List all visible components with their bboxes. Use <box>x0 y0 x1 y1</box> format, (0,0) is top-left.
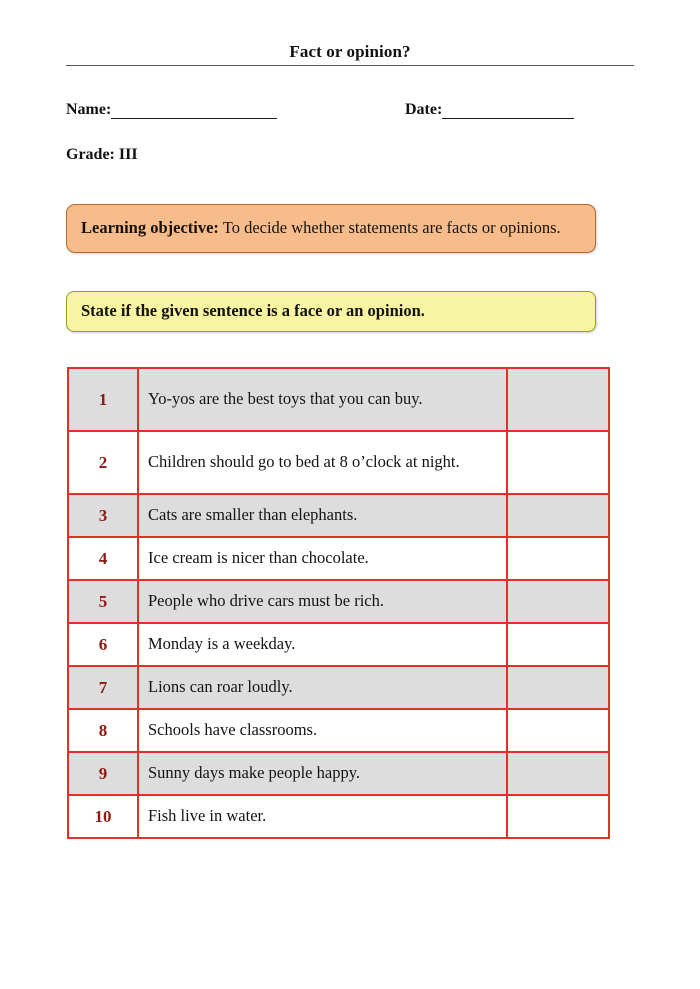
page-title: Fact or opinion? <box>289 42 411 61</box>
table-row <box>68 537 609 580</box>
answer-cell[interactable] <box>507 494 609 537</box>
row-number-cell: 8 <box>68 709 138 752</box>
row-number-cell: 4 <box>68 537 138 580</box>
row-number-cell: 1 <box>68 368 138 431</box>
student-info-row <box>66 100 634 124</box>
table-row <box>68 752 609 795</box>
table-row <box>68 431 609 494</box>
statement-cell: Cats are smaller than elephants. <box>138 494 507 537</box>
statement-cell: Sunny days make people happy. <box>138 752 507 795</box>
statement-cell: Monday is a weekday. <box>138 623 507 666</box>
date-field[interactable] <box>405 100 574 119</box>
answer-cell[interactable] <box>507 666 609 709</box>
row-number-cell: 10 <box>68 795 138 838</box>
name-field[interactable] <box>66 100 277 119</box>
date-label: Date: <box>405 101 443 118</box>
name-label: Name: <box>66 101 112 118</box>
learning-objective-box <box>66 204 596 253</box>
table-row <box>68 666 609 709</box>
statement-cell: Children should go to bed at 8 o’clock at night. <box>138 431 507 494</box>
answer-cell[interactable] <box>507 709 609 752</box>
table-row <box>68 623 609 666</box>
title-divider <box>66 65 634 66</box>
row-number-cell: 7 <box>68 666 138 709</box>
statements-table <box>67 367 610 839</box>
name-input-blank[interactable] <box>111 103 277 119</box>
statement-cell: People who drive cars must be rich. <box>138 580 507 623</box>
answer-cell[interactable] <box>507 431 609 494</box>
statements-table-body <box>68 368 609 838</box>
answer-cell[interactable] <box>507 623 609 666</box>
statement-cell: Yo-yos are the best toys that you can buy. <box>138 368 507 431</box>
answer-cell[interactable] <box>507 795 609 838</box>
table-row <box>68 368 609 431</box>
instruction-box <box>66 291 596 332</box>
table-row <box>68 709 609 752</box>
table-row <box>68 795 609 838</box>
row-number-cell: 6 <box>68 623 138 666</box>
answer-cell[interactable] <box>507 537 609 580</box>
statement-cell: Fish live in water. <box>138 795 507 838</box>
statement-cell: Lions can roar loudly. <box>138 666 507 709</box>
learning-objective-text: To decide whether statements are facts or opinions. <box>218 218 561 237</box>
answer-cell[interactable] <box>507 580 609 623</box>
table-row <box>68 494 609 537</box>
table-row <box>68 580 609 623</box>
title-block <box>66 42 634 66</box>
row-number-cell: 5 <box>68 580 138 623</box>
row-number-cell: 3 <box>68 494 138 537</box>
grade-label: Grade: III <box>66 146 138 163</box>
statement-cell: Schools have classrooms. <box>138 709 507 752</box>
answer-cell[interactable] <box>507 752 609 795</box>
row-number-cell: 9 <box>68 752 138 795</box>
answer-cell[interactable] <box>507 368 609 431</box>
row-number-cell: 2 <box>68 431 138 494</box>
learning-objective-heading: Learning objective: <box>81 218 219 237</box>
statement-cell: Ice cream is nicer than chocolate. <box>138 537 507 580</box>
date-input-blank[interactable] <box>442 103 574 119</box>
instruction-text: State if the given sentence is a face or an opinion. <box>81 301 425 320</box>
